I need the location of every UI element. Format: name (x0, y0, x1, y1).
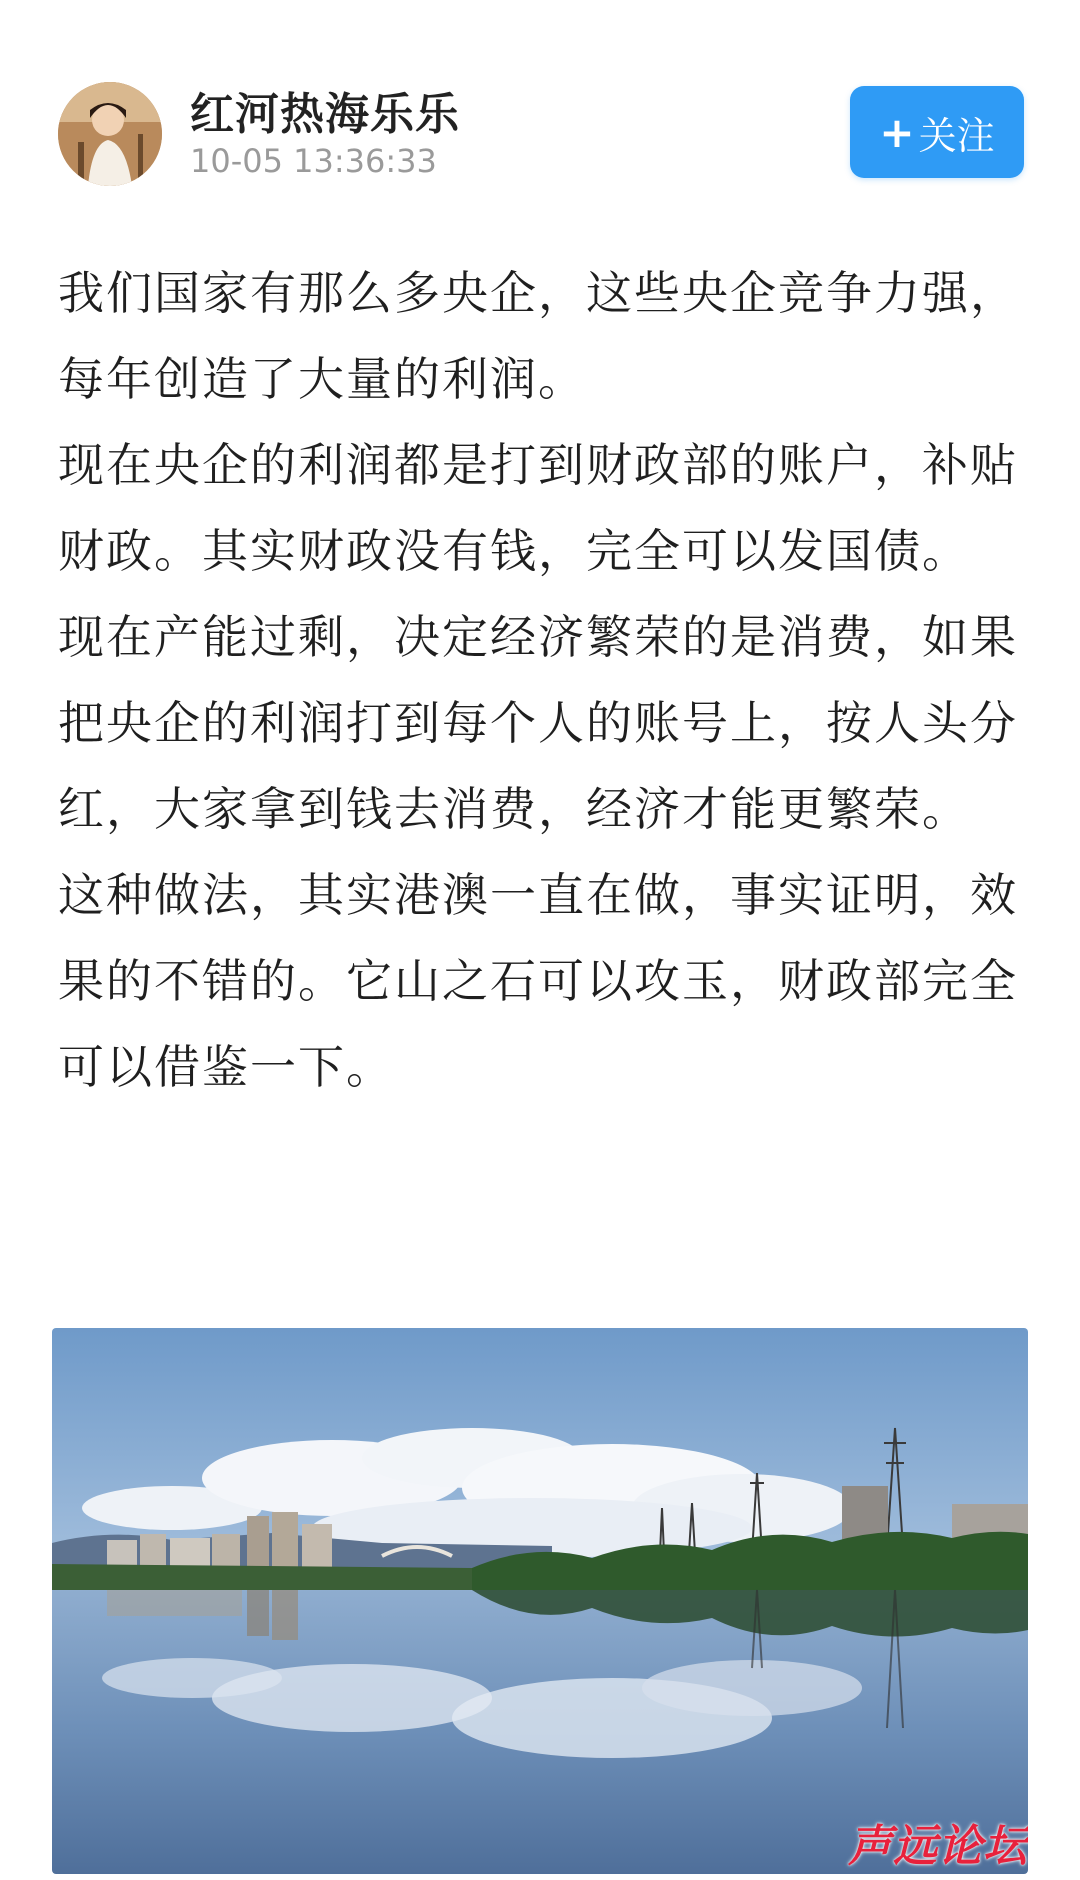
plus-icon: + (879, 107, 915, 157)
avatar-photo-icon (58, 82, 162, 186)
post-paragraph: 现在产能过剩，决定经济繁荣的是消费，如果把央企的利润打到每个人的账号上，按人头分红，大家拿到钱去消费，经济才能更繁荣。 (58, 610, 1018, 836)
site-watermark: 声远论坛 (848, 1821, 1028, 1872)
post-text (58, 250, 1032, 1110)
follow-button[interactable] (850, 86, 1024, 178)
post-header (0, 0, 1080, 210)
post-paragraph: 我们国家有那么多央企，这些央企竞争力强，每年创造了大量的利润。 (58, 266, 1018, 406)
post-paragraph: 现在央企的利润都是打到财政部的账户，补贴财政。其实财政没有钱，完全可以发国债。 (58, 438, 1018, 578)
author-avatar[interactable] (58, 82, 162, 186)
author-name[interactable]: 红河热海乐乐 (190, 89, 460, 140)
post-timestamp: 10-05 13:36:33 (190, 142, 437, 180)
post-paragraph: 这种做法，其实港澳一直在做，事实证明，效果的不错的。它山之石可以攻玉，财政部完全可以借鉴一下。 (58, 868, 1018, 1094)
follow-button-label: 关注 (918, 113, 995, 158)
post-image[interactable] (52, 1328, 1028, 1874)
river-city-landscape-photo (52, 1328, 1028, 1874)
